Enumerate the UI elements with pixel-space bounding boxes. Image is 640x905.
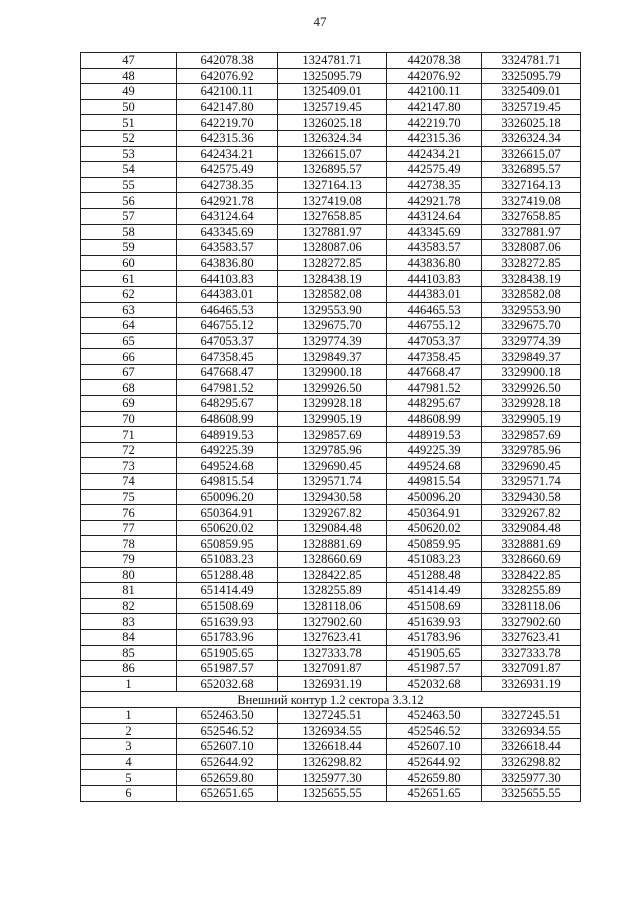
coordinate-cell: 1329928.18 — [278, 396, 387, 412]
point-number-cell: 82 — [81, 598, 177, 614]
table-row — [81, 68, 581, 84]
table-row — [81, 614, 581, 630]
table-row — [81, 115, 581, 131]
coordinates-table-body — [81, 53, 581, 802]
table-row — [81, 364, 581, 380]
coordinate-cell: 451414.49 — [387, 583, 482, 599]
coordinate-cell: 1325409.01 — [278, 84, 387, 100]
point-number-cell: 53 — [81, 146, 177, 162]
table-row — [81, 629, 581, 645]
coordinate-cell: 642078.38 — [177, 53, 278, 69]
coordinate-cell: 1326025.18 — [278, 115, 387, 131]
table-row — [81, 193, 581, 209]
table-row — [81, 661, 581, 677]
coordinate-cell: 3327419.08 — [482, 193, 581, 209]
coordinate-cell: 3329900.18 — [482, 364, 581, 380]
point-number-cell: 49 — [81, 84, 177, 100]
coordinate-cell: 3327333.78 — [482, 645, 581, 661]
coordinate-cell: 642219.70 — [177, 115, 278, 131]
coordinate-cell: 442219.70 — [387, 115, 482, 131]
coordinate-cell: 648295.67 — [177, 396, 278, 412]
table-row — [81, 723, 581, 739]
coordinate-cell: 649815.54 — [177, 474, 278, 490]
coordinate-cell: 643345.69 — [177, 224, 278, 240]
coordinate-cell: 3326618.44 — [482, 739, 581, 755]
coordinate-cell: 452651.65 — [387, 785, 482, 801]
coordinate-cell: 3329857.69 — [482, 427, 581, 443]
table-row — [81, 707, 581, 723]
coordinate-cell: 3329849.37 — [482, 349, 581, 365]
point-number-cell: 51 — [81, 115, 177, 131]
coordinate-cell: 3328881.69 — [482, 536, 581, 552]
point-number-cell: 50 — [81, 99, 177, 115]
coordinate-cell: 3327164.13 — [482, 177, 581, 193]
point-number-cell: 63 — [81, 302, 177, 318]
point-number-cell: 3 — [81, 739, 177, 755]
coordinate-cell: 1326934.55 — [278, 723, 387, 739]
table-row — [81, 208, 581, 224]
point-number-cell: 58 — [81, 224, 177, 240]
coordinate-cell: 442738.35 — [387, 177, 482, 193]
point-number-cell: 6 — [81, 785, 177, 801]
coordinate-cell: 647668.47 — [177, 364, 278, 380]
table-row — [81, 349, 581, 365]
coordinate-cell: 3329084.48 — [482, 520, 581, 536]
coordinate-cell: 447053.37 — [387, 333, 482, 349]
coordinate-cell: 450364.91 — [387, 505, 482, 521]
coordinate-cell: 3328660.69 — [482, 552, 581, 568]
coordinate-cell: 450096.20 — [387, 489, 482, 505]
coordinate-cell: 3329774.39 — [482, 333, 581, 349]
point-number-cell: 52 — [81, 130, 177, 146]
point-number-cell: 71 — [81, 427, 177, 443]
coordinate-cell: 3326298.82 — [482, 754, 581, 770]
coordinate-cell: 1329926.50 — [278, 380, 387, 396]
coordinate-cell: 451508.69 — [387, 598, 482, 614]
table-row — [81, 286, 581, 302]
point-number-cell: 64 — [81, 318, 177, 334]
coordinate-cell: 647053.37 — [177, 333, 278, 349]
coordinate-cell: 1329785.96 — [278, 442, 387, 458]
coordinate-cell: 448295.67 — [387, 396, 482, 412]
coordinate-cell: 644383.01 — [177, 286, 278, 302]
coordinate-cell: 1328660.69 — [278, 552, 387, 568]
coordinate-cell: 651083.23 — [177, 552, 278, 568]
table-row — [81, 442, 581, 458]
coordinate-cell: 646465.53 — [177, 302, 278, 318]
coordinate-cell: 443583.57 — [387, 240, 482, 256]
coordinate-cell: 644103.83 — [177, 271, 278, 287]
table-row — [81, 520, 581, 536]
coordinate-cell: 1325095.79 — [278, 68, 387, 84]
table-row — [81, 146, 581, 162]
table-row — [81, 130, 581, 146]
coordinate-cell: 452032.68 — [387, 676, 482, 692]
coordinate-cell: 1327245.51 — [278, 707, 387, 723]
coordinate-cell: 1329905.19 — [278, 411, 387, 427]
coordinate-cell: 1326895.57 — [278, 162, 387, 178]
point-number-cell: 54 — [81, 162, 177, 178]
coordinate-cell: 442147.80 — [387, 99, 482, 115]
point-number-cell: 57 — [81, 208, 177, 224]
table-row — [81, 754, 581, 770]
coordinate-cell: 1327419.08 — [278, 193, 387, 209]
coordinate-cell: 1328582.08 — [278, 286, 387, 302]
coordinate-cell: 3325095.79 — [482, 68, 581, 84]
coordinate-cell: 642575.49 — [177, 162, 278, 178]
coordinate-cell: 652546.52 — [177, 723, 278, 739]
coordinate-cell: 451083.23 — [387, 552, 482, 568]
coordinate-cell: 642147.80 — [177, 99, 278, 115]
point-number-cell: 55 — [81, 177, 177, 193]
point-number-cell: 74 — [81, 474, 177, 490]
coordinate-cell: 650620.02 — [177, 520, 278, 536]
coordinate-cell: 651414.49 — [177, 583, 278, 599]
point-number-cell: 5 — [81, 770, 177, 786]
coordinate-cell: 450620.02 — [387, 520, 482, 536]
coordinate-cell: 643124.64 — [177, 208, 278, 224]
point-number-cell: 75 — [81, 489, 177, 505]
coordinate-cell: 1325977.30 — [278, 770, 387, 786]
table-row — [81, 583, 581, 599]
coordinate-cell: 1329675.70 — [278, 318, 387, 334]
coordinate-cell: 443345.69 — [387, 224, 482, 240]
coordinate-cell: 3327623.41 — [482, 629, 581, 645]
coordinate-cell: 446755.12 — [387, 318, 482, 334]
table-row — [81, 84, 581, 100]
table-row — [81, 552, 581, 568]
coordinate-cell: 3326324.34 — [482, 130, 581, 146]
table-row — [81, 396, 581, 412]
coordinate-cell: 3329675.70 — [482, 318, 581, 334]
table-row — [81, 162, 581, 178]
coordinate-cell: 652644.92 — [177, 754, 278, 770]
coordinate-cell: 446465.53 — [387, 302, 482, 318]
point-number-cell: 79 — [81, 552, 177, 568]
table-row — [81, 411, 581, 427]
coordinate-cell: 1326618.44 — [278, 739, 387, 755]
coordinate-cell: 3324781.71 — [482, 53, 581, 69]
coordinate-cell: 449524.68 — [387, 458, 482, 474]
coordinate-cell: 442434.21 — [387, 146, 482, 162]
coordinate-cell: 1329084.48 — [278, 520, 387, 536]
coordinate-cell: 3329905.19 — [482, 411, 581, 427]
page-number: 47 — [313, 14, 327, 29]
table-row — [81, 645, 581, 661]
coordinate-cell: 652659.80 — [177, 770, 278, 786]
coordinate-cell: 1328438.19 — [278, 271, 387, 287]
coordinate-cell: 1327164.13 — [278, 177, 387, 193]
coordinate-cell: 1324781.71 — [278, 53, 387, 69]
coordinate-cell: 447358.45 — [387, 349, 482, 365]
table-row — [81, 536, 581, 552]
coordinate-cell: 652032.68 — [177, 676, 278, 692]
table-row — [81, 318, 581, 334]
point-number-cell: 67 — [81, 364, 177, 380]
coordinate-cell: 1326298.82 — [278, 754, 387, 770]
coordinate-cell: 444103.83 — [387, 271, 482, 287]
coordinate-cell: 651905.65 — [177, 645, 278, 661]
point-number-cell: 70 — [81, 411, 177, 427]
coordinate-cell: 3328118.06 — [482, 598, 581, 614]
coordinate-cell: 3328582.08 — [482, 286, 581, 302]
coordinate-cell: 642921.78 — [177, 193, 278, 209]
coordinate-cell: 3329928.18 — [482, 396, 581, 412]
coordinate-cell: 450859.95 — [387, 536, 482, 552]
point-number-cell: 78 — [81, 536, 177, 552]
coordinate-cell: 3326934.55 — [482, 723, 581, 739]
coordinate-cell: 3325409.01 — [482, 84, 581, 100]
table-row — [81, 458, 581, 474]
table-row — [81, 240, 581, 256]
coordinate-cell: 447981.52 — [387, 380, 482, 396]
coordinate-cell: 646755.12 — [177, 318, 278, 334]
coordinate-cell: 648919.53 — [177, 427, 278, 443]
coordinate-cell: 652651.65 — [177, 785, 278, 801]
coordinate-cell: 1329849.37 — [278, 349, 387, 365]
coordinate-cell: 1328087.06 — [278, 240, 387, 256]
coordinate-cell: 3328422.85 — [482, 567, 581, 583]
coordinate-cell: 3327091.87 — [482, 661, 581, 677]
coordinate-cell: 1329857.69 — [278, 427, 387, 443]
coordinate-cell: 3328087.06 — [482, 240, 581, 256]
point-number-cell: 69 — [81, 396, 177, 412]
coordinate-cell: 651508.69 — [177, 598, 278, 614]
coordinate-cell: 3326025.18 — [482, 115, 581, 131]
coordinate-cell: 1328272.85 — [278, 255, 387, 271]
table-row — [81, 598, 581, 614]
coordinate-cell: 443836.80 — [387, 255, 482, 271]
coordinate-cell: 449815.54 — [387, 474, 482, 490]
coordinate-cell: 1328118.06 — [278, 598, 387, 614]
point-number-cell: 72 — [81, 442, 177, 458]
section-row — [81, 692, 581, 708]
coordinate-cell: 3328438.19 — [482, 271, 581, 287]
coordinate-cell: 3328255.89 — [482, 583, 581, 599]
point-number-cell: 86 — [81, 661, 177, 677]
coordinate-cell: 643583.57 — [177, 240, 278, 256]
coordinate-cell: 443124.64 — [387, 208, 482, 224]
coordinate-cell: 650096.20 — [177, 489, 278, 505]
coordinate-cell: 1325719.45 — [278, 99, 387, 115]
coordinate-cell: 650364.91 — [177, 505, 278, 521]
coordinate-cell: 1325655.55 — [278, 785, 387, 801]
table-row — [81, 224, 581, 240]
coordinate-cell: 647358.45 — [177, 349, 278, 365]
point-number-cell: 60 — [81, 255, 177, 271]
coordinate-cell: 3327658.85 — [482, 208, 581, 224]
coordinate-cell: 651987.57 — [177, 661, 278, 677]
table-row — [81, 99, 581, 115]
coordinate-cell: 451639.93 — [387, 614, 482, 630]
coordinate-cell: 643836.80 — [177, 255, 278, 271]
coordinate-cell: 3326931.19 — [482, 676, 581, 692]
coordinate-cell: 3329553.90 — [482, 302, 581, 318]
coordinate-cell: 1327623.41 — [278, 629, 387, 645]
coordinate-cell: 451987.57 — [387, 661, 482, 677]
coordinate-cell: 3325655.55 — [482, 785, 581, 801]
coordinate-cell: 442315.36 — [387, 130, 482, 146]
coordinate-cell: 3329430.58 — [482, 489, 581, 505]
table-row — [81, 427, 581, 443]
coordinate-cell: 451905.65 — [387, 645, 482, 661]
coordinate-cell: 1326931.19 — [278, 676, 387, 692]
coordinate-cell: 447668.47 — [387, 364, 482, 380]
table-row — [81, 739, 581, 755]
point-number-cell: 76 — [81, 505, 177, 521]
coordinate-cell: 3326615.07 — [482, 146, 581, 162]
coordinate-cell: 642100.11 — [177, 84, 278, 100]
coordinate-cell: 451288.48 — [387, 567, 482, 583]
table-row — [81, 380, 581, 396]
coordinate-cell: 1329571.74 — [278, 474, 387, 490]
coordinate-cell: 649524.68 — [177, 458, 278, 474]
coordinate-cell: 452644.92 — [387, 754, 482, 770]
coordinate-cell: 3329926.50 — [482, 380, 581, 396]
coordinate-cell: 1328881.69 — [278, 536, 387, 552]
point-number-cell: 2 — [81, 723, 177, 739]
point-number-cell: 65 — [81, 333, 177, 349]
coordinate-cell: 1327658.85 — [278, 208, 387, 224]
table-row — [81, 785, 581, 801]
coordinate-cell: 3327902.60 — [482, 614, 581, 630]
coordinate-cell: 3329267.82 — [482, 505, 581, 521]
coordinate-cell: 651288.48 — [177, 567, 278, 583]
coordinate-cell: 651783.96 — [177, 629, 278, 645]
coordinate-cell: 452546.52 — [387, 723, 482, 739]
coordinate-cell: 1329267.82 — [278, 505, 387, 521]
coordinate-cell: 442575.49 — [387, 162, 482, 178]
coordinate-cell: 3329690.45 — [482, 458, 581, 474]
coordinate-cell: 1326615.07 — [278, 146, 387, 162]
point-number-cell: 81 — [81, 583, 177, 599]
coordinate-cell: 442921.78 — [387, 193, 482, 209]
coordinate-cell: 3326895.57 — [482, 162, 581, 178]
coordinate-cell: 444383.01 — [387, 286, 482, 302]
coordinate-cell: 1329774.39 — [278, 333, 387, 349]
coordinate-cell: 3325977.30 — [482, 770, 581, 786]
coordinates-table — [80, 52, 581, 802]
coordinate-cell: 1329430.58 — [278, 489, 387, 505]
coordinate-cell: 3329571.74 — [482, 474, 581, 490]
coordinate-cell: 652607.10 — [177, 739, 278, 755]
coordinate-cell: 1328422.85 — [278, 567, 387, 583]
point-number-cell: 4 — [81, 754, 177, 770]
coordinate-cell: 648608.99 — [177, 411, 278, 427]
coordinate-cell: 448919.53 — [387, 427, 482, 443]
table-row — [81, 302, 581, 318]
table-row — [81, 53, 581, 69]
point-number-cell: 47 — [81, 53, 177, 69]
point-number-cell: 1 — [81, 707, 177, 723]
coordinate-cell: 3328272.85 — [482, 255, 581, 271]
table-row — [81, 770, 581, 786]
point-number-cell: 62 — [81, 286, 177, 302]
coordinate-cell: 3327245.51 — [482, 707, 581, 723]
table-row — [81, 333, 581, 349]
point-number-cell: 68 — [81, 380, 177, 396]
table-row — [81, 255, 581, 271]
coordinate-cell: 642738.35 — [177, 177, 278, 193]
coordinate-cell: 1329690.45 — [278, 458, 387, 474]
table-row — [81, 505, 581, 521]
coordinate-cell: 642315.36 — [177, 130, 278, 146]
table-row — [81, 474, 581, 490]
coordinate-cell: 1326324.34 — [278, 130, 387, 146]
coordinate-cell: 452659.80 — [387, 770, 482, 786]
coordinate-cell: 452463.50 — [387, 707, 482, 723]
coordinate-cell: 642076.92 — [177, 68, 278, 84]
coordinate-cell: 451783.96 — [387, 629, 482, 645]
table-row — [81, 271, 581, 287]
coordinate-cell: 1327333.78 — [278, 645, 387, 661]
table-row — [81, 177, 581, 193]
coordinate-cell: 652463.50 — [177, 707, 278, 723]
coordinate-cell: 1327881.97 — [278, 224, 387, 240]
coordinate-cell: 442078.38 — [387, 53, 482, 69]
point-number-cell: 73 — [81, 458, 177, 474]
table-row — [81, 567, 581, 583]
point-number-cell: 61 — [81, 271, 177, 287]
coordinate-cell: 647981.52 — [177, 380, 278, 396]
coordinate-cell: 642434.21 — [177, 146, 278, 162]
point-number-cell: 84 — [81, 629, 177, 645]
point-number-cell: 85 — [81, 645, 177, 661]
coordinate-cell: 1329553.90 — [278, 302, 387, 318]
coordinate-cell: 3329785.96 — [482, 442, 581, 458]
coordinate-cell: 442076.92 — [387, 68, 482, 84]
coordinate-cell: 452607.10 — [387, 739, 482, 755]
table-row — [81, 489, 581, 505]
coordinate-cell: 649225.39 — [177, 442, 278, 458]
coordinate-cell: 449225.39 — [387, 442, 482, 458]
point-number-cell: 48 — [81, 68, 177, 84]
coordinate-cell: 650859.95 — [177, 536, 278, 552]
point-number-cell: 83 — [81, 614, 177, 630]
coordinate-cell: 1327902.60 — [278, 614, 387, 630]
coordinate-cell: 1329900.18 — [278, 364, 387, 380]
coordinate-cell: 1327091.87 — [278, 661, 387, 677]
point-number-cell: 59 — [81, 240, 177, 256]
point-number-cell: 66 — [81, 349, 177, 365]
coordinate-cell: 448608.99 — [387, 411, 482, 427]
coordinate-cell: 651639.93 — [177, 614, 278, 630]
section-title: Внешний контур 1.2 сектора 3.3.12 — [81, 692, 581, 708]
coordinate-cell: 3327881.97 — [482, 224, 581, 240]
point-number-cell: 1 — [81, 676, 177, 692]
point-number-cell: 56 — [81, 193, 177, 209]
coordinate-cell: 442100.11 — [387, 84, 482, 100]
coordinate-cell: 3325719.45 — [482, 99, 581, 115]
point-number-cell: 77 — [81, 520, 177, 536]
table-row — [81, 676, 581, 692]
point-number-cell: 80 — [81, 567, 177, 583]
coordinate-cell: 1328255.89 — [278, 583, 387, 599]
